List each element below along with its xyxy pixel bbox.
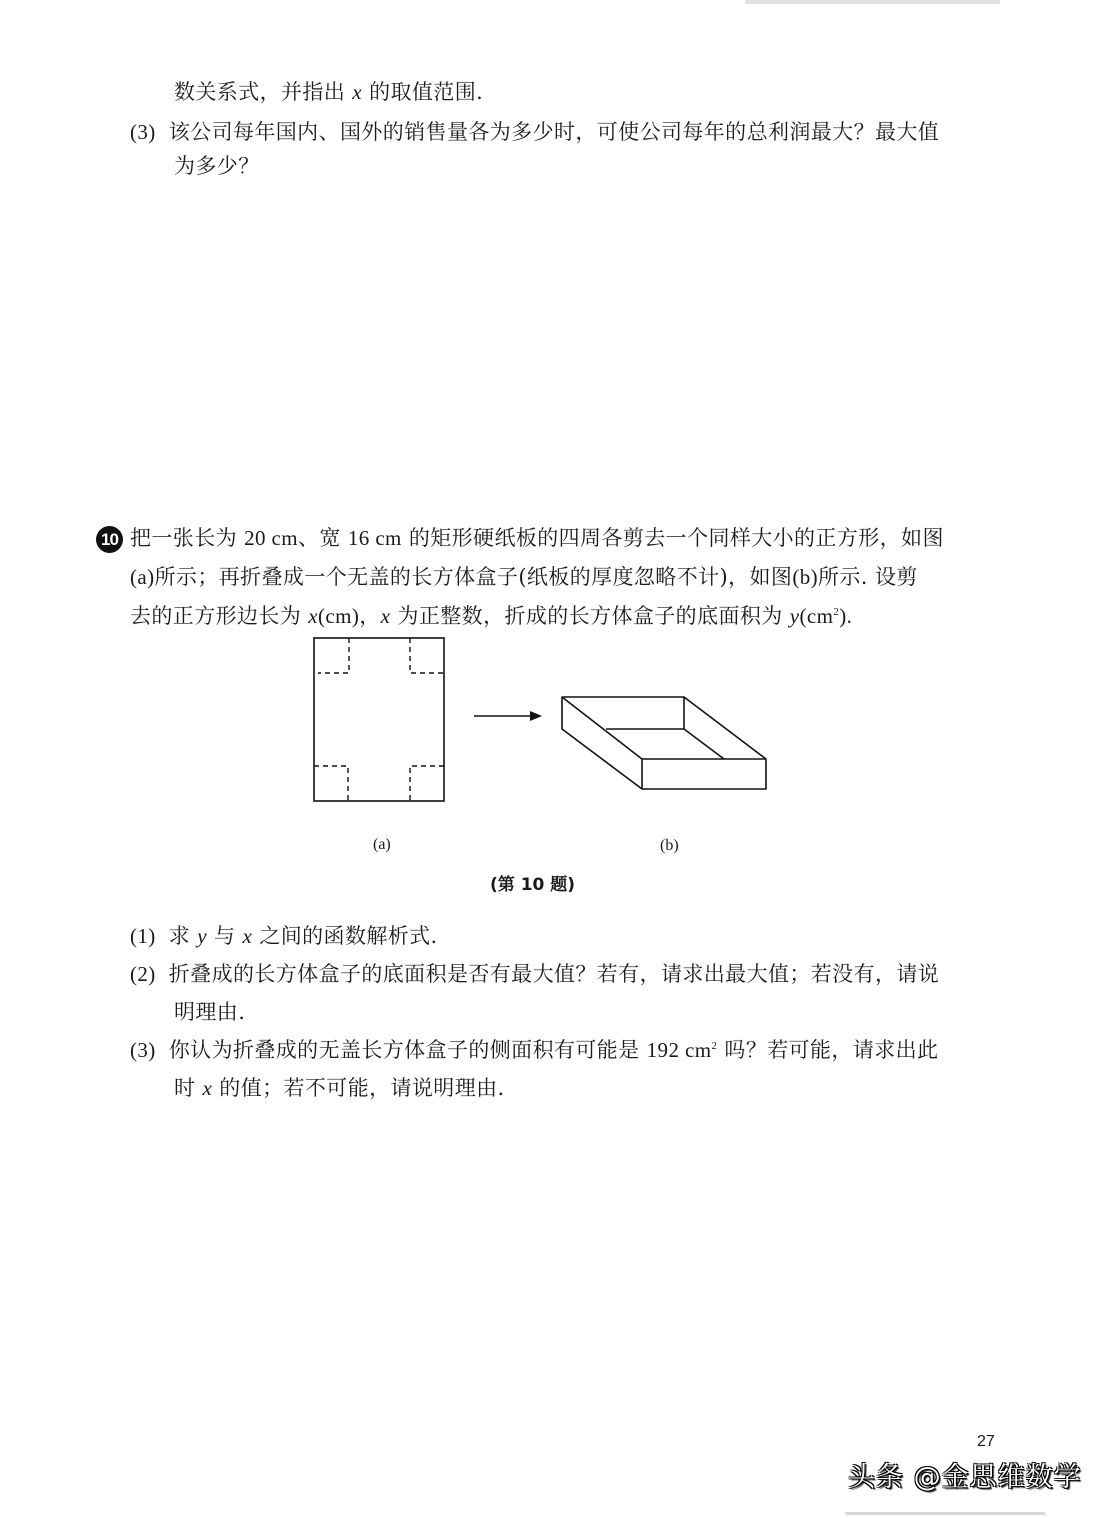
text: 求 [168, 924, 198, 948]
arrow-icon [474, 711, 542, 721]
page-number: 27 [977, 1433, 995, 1450]
math-x: x [242, 924, 253, 948]
part-label: (3) [130, 1038, 156, 1062]
unit: (cm [799, 604, 834, 628]
text: 为正整数，折成的长方体盒子的底面积为 [390, 604, 790, 628]
math-y: y [197, 924, 207, 948]
text: 所示. 设剪 [818, 565, 918, 589]
watermark: 头条 @金思维数学 [848, 1462, 1082, 1493]
q10-part2-line2: 明理由. [174, 1000, 246, 1024]
text: 所示；再折叠成一个无盖的长方体盒子(纸板的厚度忽略不计)，如图 [154, 565, 793, 589]
figure-label-b: (b) [660, 837, 679, 854]
figure-a-flat-sheet [314, 638, 444, 801]
text: 与 [206, 924, 243, 948]
fig-ref-b: (b) [792, 565, 818, 589]
text: 、宽 [297, 526, 348, 550]
text: 把一张长为 [130, 526, 245, 550]
text: 的值；若不可能，请说明理由. [212, 1076, 505, 1100]
length-value: 20 cm [244, 526, 298, 550]
part-label: (1) [130, 924, 156, 948]
area-value: 192 cm [646, 1038, 712, 1062]
q10-part3-line1 [130, 1036, 938, 1064]
unit: (cm)， [318, 604, 381, 628]
q10-part3-line2 [174, 1074, 505, 1102]
text: 的矩形硬纸板的四周各剪去一个同样大小的正方形，如图 [401, 526, 944, 550]
figure-b-open-box [562, 697, 766, 789]
question-number-badge: 10 [96, 526, 123, 553]
superscript: 2 [711, 1040, 718, 1052]
part-label: (2) [130, 962, 156, 986]
q10-part1 [130, 922, 438, 950]
figure-label-a: (a) [373, 836, 391, 853]
math-x: x [352, 80, 363, 104]
math-x: x [202, 1076, 213, 1100]
text: 的取值范围. [362, 80, 484, 104]
math-x: x [380, 604, 391, 628]
footer-strip [845, 1512, 1045, 1515]
text: 吗？若可能，请求出此 [717, 1038, 939, 1062]
text: 之间的函数解析式. [252, 924, 438, 948]
text: 时 [174, 1076, 203, 1100]
part-text: 该公司每年国内、国外的销售量各为多少时，可使公司每年的总利润最大？最大值 [168, 120, 940, 144]
math-y: y [789, 604, 800, 628]
superscript: 2 [833, 606, 840, 618]
text: 折叠成的长方体盒子的底面积是否有最大值？若有，请求出最大值；若没有，请说 [168, 962, 940, 986]
unit: ). [839, 604, 853, 628]
text: 去的正方形边长为 [130, 604, 309, 628]
text: 数关系式，并指出 [174, 80, 353, 104]
prev-part3-line2: 为多少？ [174, 154, 260, 178]
figure-caption: (第 10 题) [490, 875, 576, 895]
math-x: x [308, 604, 319, 628]
fig-ref-a: (a) [130, 565, 155, 589]
text: 你认为折叠成的无盖长方体盒子的侧面积有可能是 [168, 1038, 647, 1062]
width-value: 16 cm [347, 526, 402, 550]
q10-part2-line1 [130, 960, 939, 988]
part-label: (3) [130, 120, 156, 144]
